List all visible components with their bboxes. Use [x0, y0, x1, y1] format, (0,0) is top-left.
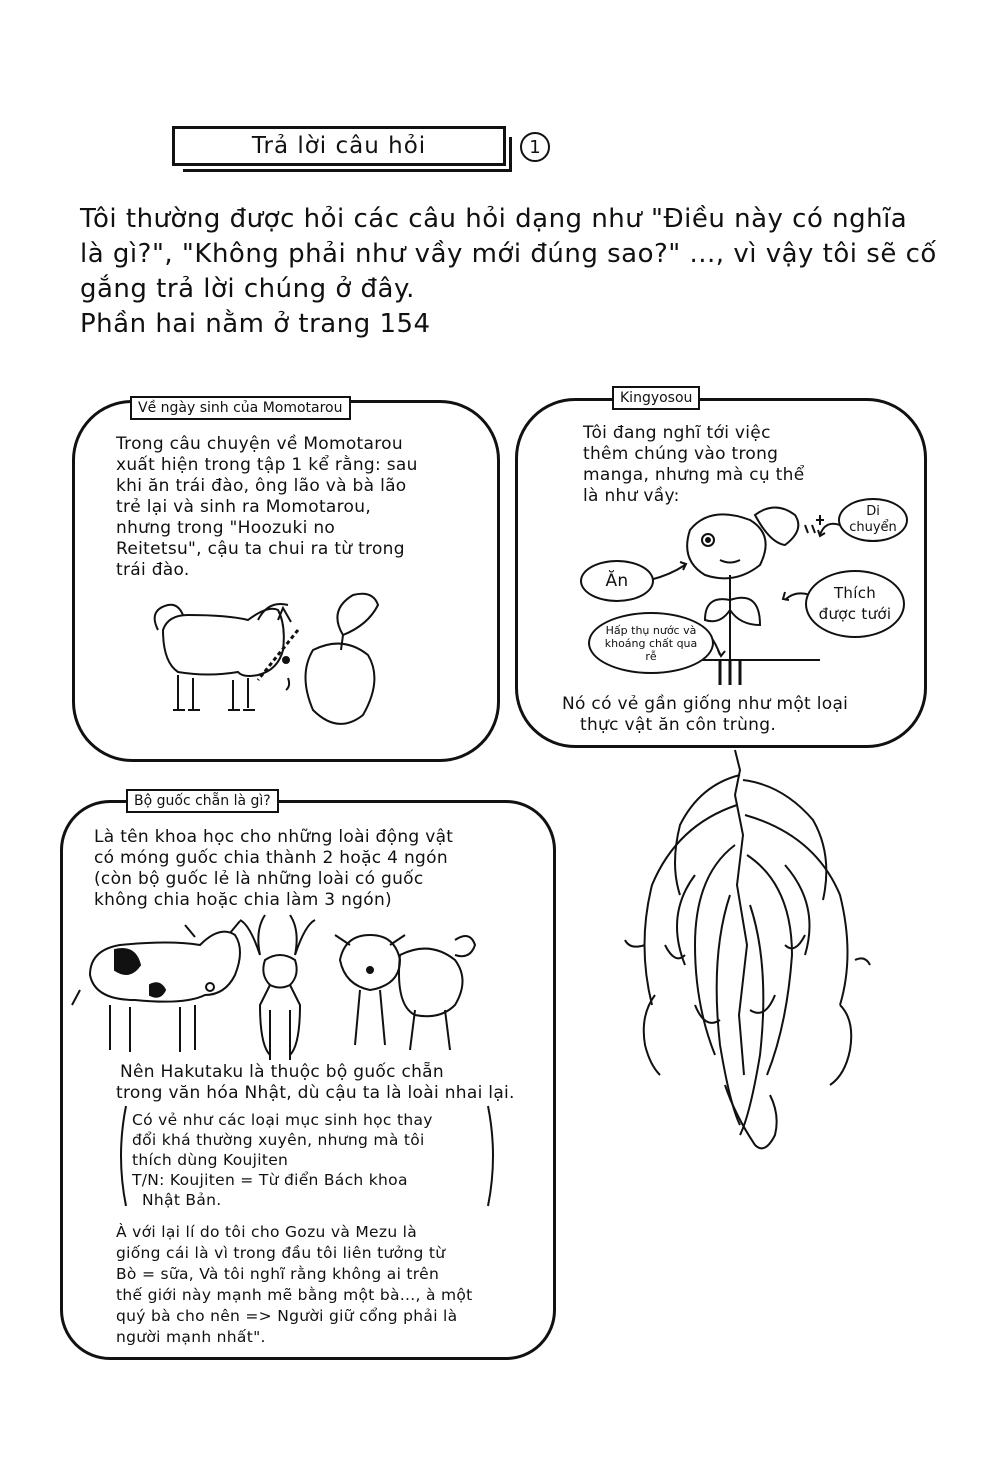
text-line: Tôi đang nghĩ tới việc [583, 423, 771, 443]
eat-bubble [580, 560, 654, 602]
text-line: xuất hiện trong tập 1 kể rằng: sau [116, 455, 418, 475]
text-line: Là tên khoa học cho những loài động vật [94, 827, 454, 847]
text-line: Reitetsu", cậu ta chui ra từ trong [116, 539, 405, 559]
move-bubble-label: Di chuyển [849, 504, 897, 535]
text-line: Có vẻ như các loại mục sinh học thay [132, 1111, 433, 1129]
intro-line: gắng trả lời chúng ở đây. [80, 274, 415, 304]
absorb-bubble-label: Hấp thụ nước và khoáng chất qua rễ [604, 623, 698, 663]
text-line: trong văn hóa Nhật, dù cậu ta là loài nhai lại. [116, 1083, 515, 1103]
section-number: 1 [529, 136, 541, 158]
text-line: À với lại lí do tôi cho Gozu và Mezu là [116, 1223, 418, 1241]
note-text [132, 1110, 492, 1210]
kingyosou-conclusion [562, 694, 902, 736]
move-bubble [838, 498, 908, 542]
text-line: thế giới này mạnh mẽ bằng một bà..., à một [116, 1286, 473, 1304]
water-bubble-label: Thích được tưới [818, 584, 892, 623]
intro-line: là gì?", "Không phải như vầy mới đúng sao?" ..., vì vậy tôi sẽ cố [80, 239, 937, 269]
text-line: Nó có vẻ gần giống như một loại [562, 694, 849, 714]
intro-text [80, 202, 960, 342]
artiodactyl-text [94, 827, 524, 911]
text-line: (còn bộ guốc lẻ là những loài có guốc [94, 869, 424, 889]
text-line: khi ăn trái đào, ông lão và bà lão [116, 476, 407, 496]
momotarou-text [116, 434, 446, 581]
text-line: Nên Hakutaku là thuộc bộ guốc chẵn [120, 1062, 444, 1082]
intro-line: Tôi thường được hỏi các câu hỏi dạng như "Điều này có nghĩa [80, 204, 908, 234]
section-number-badge [520, 132, 550, 162]
dog-and-peach-illustration [138, 590, 408, 740]
page-title-box [172, 126, 506, 166]
text-line: thích dùng Koujiten [132, 1151, 289, 1169]
eat-bubble-label: Ăn [605, 570, 629, 591]
text-line: quý bà cho nên => Người giữ cổng phải là [116, 1307, 458, 1325]
text-line: trái đào. [116, 560, 190, 580]
gozu-mezu-text [116, 1222, 516, 1348]
pitcher-plant-illustration [625, 745, 885, 1160]
text-line: T/N: Koujiten = Từ điển Bách khoa [132, 1171, 408, 1189]
text-line: Trong câu chuyện về Momotarou [116, 434, 403, 454]
text-line: giống cái là vì trong đầu tôi liên tưởng từ [116, 1244, 446, 1262]
water-bubble [805, 570, 905, 638]
text-line: có móng guốc chia thành 2 hoặc 4 ngón [94, 848, 448, 868]
absorb-bubble [588, 612, 714, 674]
cow-deer-hakutaku-illustration [70, 915, 480, 1065]
text-line: người mạnh nhất". [116, 1328, 266, 1346]
text-line: là như vầy: [583, 486, 680, 506]
text-line: Nhật Bản. [142, 1191, 222, 1209]
kingyosou-tag: Kingyosou [612, 386, 700, 410]
hakutaku-text [116, 1062, 536, 1104]
kingyosou-text [583, 423, 873, 507]
momotarou-tag: Về ngày sinh của Momotarou [130, 396, 351, 420]
text-line: không chia hoặc chia làm 3 ngón) [94, 890, 392, 910]
text-line: trẻ lại và sinh ra Momotarou, [116, 497, 372, 517]
intro-line: Phần hai nằm ở trang 154 [80, 309, 431, 339]
page-title: Trả lời câu hỏi [251, 133, 427, 159]
text-line: nhưng trong "Hoozuki no [116, 518, 336, 538]
text-line: thêm chúng vào trong [583, 444, 779, 464]
text-line: thực vật ăn côn trùng. [580, 715, 777, 735]
text-line: đổi khá thường xuyên, nhưng mà tôi [132, 1131, 425, 1149]
text-line: Bò = sữa, Và tôi nghĩ rằng không ai trên [116, 1265, 440, 1283]
artiodactyl-tag: Bộ guốc chẵn là gì? [126, 789, 279, 813]
text-line: manga, nhưng mà cụ thể [583, 465, 805, 485]
